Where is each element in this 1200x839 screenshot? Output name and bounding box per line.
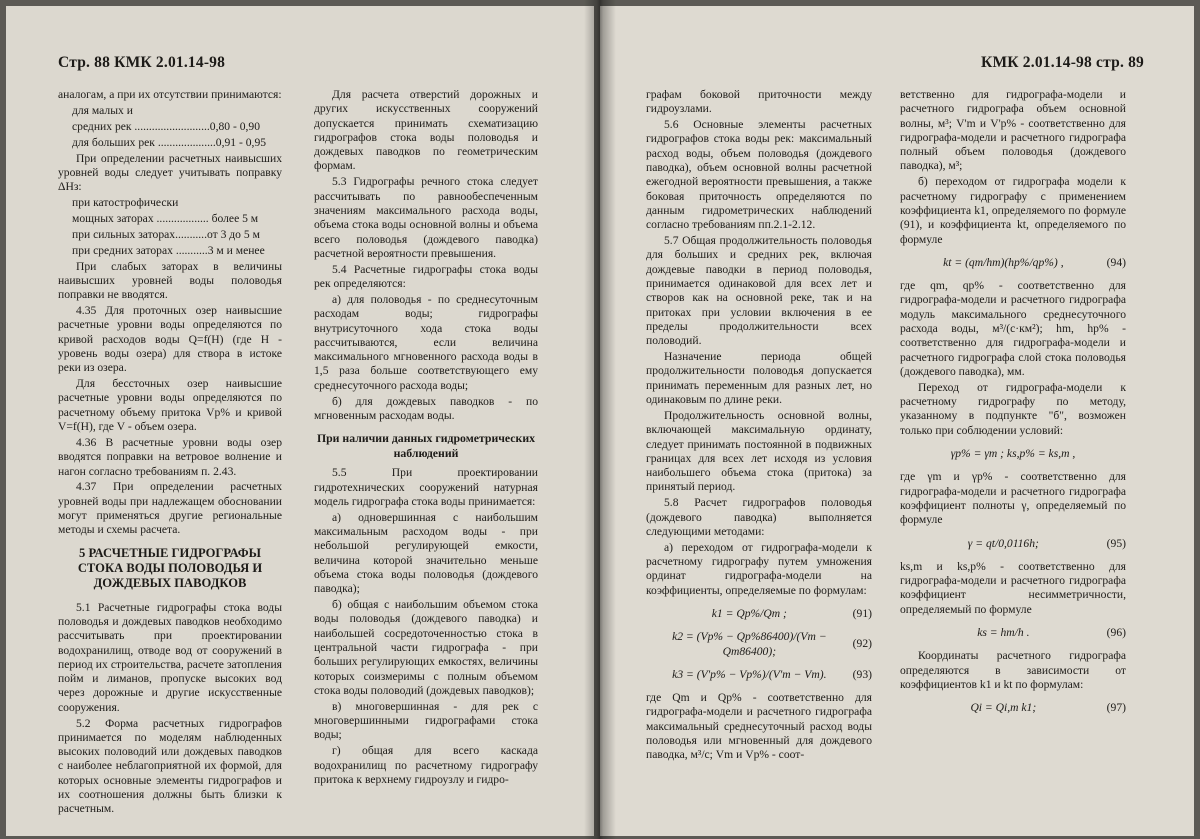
paragraph: аналогам, а при их отсутствии принимаются: [58,88,282,101]
condition-equation [900,447,1126,461]
paragraph: а) переходом от гидрографа-модели к расчетному гидрографу путем умножения ординат гидрографа-модели на коэффициенты, определяемые по формулам: [646,540,872,597]
equation-number: (97) [1106,701,1126,715]
left-column-2 [314,88,538,789]
paragraph: б) переходом от гидрографа модели к расчетному гидрографу с применением коэффициента k1, определяемого по формуле (91), и коэффициента kt, определяемого по формуле [900,175,1126,246]
paragraph: При слабых заторах в величины наивысших уровней воды половодья поправки не вводятся. [58,259,282,302]
paragraph: 4.37 При определении расчетных уровней воды при надлежащем обосновании могут применяться другие региональные методы и схемы расчета. [58,480,282,537]
right-column-1 [646,88,872,764]
paragraph: 5.5 При проектировании гидротехнических сооружений натурная модель гидрографа стока воды принимается: [314,466,538,508]
section-heading: 5 РАСЧЕТНЫЕ ГИДРОГРАФЫ СТОКА ВОДЫ ПОЛОВОДЬЯ И ДОЖДЕВЫХ ПАВОДКОВ [77,545,263,590]
right-page [600,6,1194,836]
equation-95 [900,537,1126,551]
paragraph: а) одновершинная с наибольшим максимальным расходом воды - при небольшой регулирующей емкости, величина которой значительно меньше объема стока воды половодья (дождевого паводка); [314,510,538,596]
paragraph: 5.6 Основные элементы расчетных гидрографов стока воды рек: максимальный расход воды, объем половодья (дождевого паводка), объем основной волны расчетной ежегодной вероятности превышения, а также боковая приточность определяются по данным гидрометрических наблюдений согласно требованиям пп.2.1-2.12. [646,118,872,232]
right-column-2 [900,88,1126,724]
equation-93 [646,668,872,682]
paragraph: При определении расчетных наивысших уровней воды следует учитывать поправку ΔHз: [58,151,282,194]
equation-formula: k3 = (V'p% − Vp%)/(V'm − Vm). [672,667,827,681]
paragraph: ветственно для гидрографа-модели и расчетного гидрографа объем основной волны, м³; V'm и V'p% - соответственно для гидрографа-модели и расчетного гидрографа полный объем половодья (дождевого паводка), м³; [900,88,1126,173]
paragraph: Продолжительность основной волны, включающей максимальную ординату, следует принимать постоянной в подвижных границах для всех лет исходя из условия наибольшего объема стока (притока) за принятый период. [646,408,872,494]
paragraph: Переход от гидрографа-модели к расчетному гидрографу по методу, указанному в подпункте "б", возможен только при соблюдении условий: [900,380,1126,437]
paragraph: где γm и γp% - соответственно для гидрографа-модели и расчетного гидрографа коэффициент полноты γ, определяемый по формуле [900,470,1126,527]
paragraph: 4.36 В расчетные уровни воды озер вводятся поправки на ветровое волнение и нагон согласно требованиям п. 2.43. [58,435,282,478]
equation-number: (91) [852,606,872,620]
list-line: для больших рек ....................0,91 - 0,95 [72,135,267,149]
paragraph: графам боковой приточности между гидроузлами. [646,88,872,116]
paragraph: 5.4 Расчетные гидрографы стока воды рек определяются: [314,262,538,291]
equation-91 [646,607,872,621]
right-page-header: КМК 2.01.14-98 стр. 89 [981,54,1144,71]
equation-formula: k1 = Qp%/Qm ; [711,606,787,620]
paragraph: 4.35 Для проточных озер наивысшие расчетные уровни воды определяются по кривой расходов воды Q=f(H) (где H - уровень воды озера) для створа в истоке реки из озера. [58,304,282,375]
left-column-1 [58,88,282,818]
paragraph: 5.8 Расчет гидрографов половодья (дождевого паводка) выполняется следующими методами: [646,496,872,538]
list-line: при средних заторах ...........3 м и менее [72,243,265,257]
book-spine-shadow [584,0,616,839]
left-page [6,6,594,836]
paragraph: г) общая для всего каскада водохранилищ по расчетному гидрографу притока к верхнему гидроузлу и гидро- [314,744,538,786]
paragraph: Координаты расчетного гидрографа определяются в зависимости от коэффициентов k1 и kt по формулам: [900,649,1126,691]
equation-number: (94) [1106,255,1126,269]
paragraph: Для бессточных озер наивысшие расчетные уровни воды определяются по расчетному объему притока Vp% и кривой V=f(H), где V - объем озера. [58,377,282,434]
paragraph: а) для половодья - по среднесуточным расходам воды; гидрографы внутрисуточного хода стока воды рассчитываются, если величина максимального мгновенного расхода воды в 1,5 раза больше соответствующего ему среднесуточного расхода воды; [314,292,538,392]
equation-formula: kt = (qm/hm)(hp%/qp%) , [943,255,1064,269]
paragraph: 5.3 Гидрографы речного стока следует рассчитывать по равнообеспеченным значениям максимального расхода воды, объема стока воды основной волны и объема всего половодья (дождевого паводка) расчетной вероятности превышения. [314,175,538,260]
equation-formula: ks = hm/h . [977,625,1030,639]
equation-97 [900,701,1126,715]
paragraph: б) общая с наибольшим объемом стока воды половодья (дождевого паводка) и наибольшей сосредоточенностью стока в центральной части гидрографа - при больших регулирующих емкостях, величины которых соизмеримы с полным объемом стока воды половодий (дождевых паводков); [314,598,538,697]
equation-number: (92) [852,637,872,651]
list-line: средних рек ..........................0,80 - 0,90 [72,119,261,133]
list-line: при сильных заторах...........от 3 до 5 м [72,227,260,241]
equation-number: (96) [1106,625,1126,639]
subsection-heading: При наличии данных гидрометрических наблюдений [316,431,536,460]
paragraph: в) многовершинная - для рек с многовершинными гидрографами стока воды; [314,699,538,742]
equation-formula: Qi = Qi,m k1; [970,701,1037,715]
equation-number: (93) [852,667,872,681]
equation-96 [900,626,1126,640]
paragraph: Для расчета отверстий дорожных и других искусственных сооружений допускается принимать схематизацию гидрографов стока воды половодья и дождевых паводков по геометрическим формам. [314,88,538,173]
equation-formula: k2 = (Vp% − Qp%86400)/(Vm − Qm86400); [672,630,827,658]
equation-94 [900,256,1126,270]
equation-number: (95) [1106,536,1126,550]
paragraph: где Qm и Qp% - соответственно для гидрографа-модели и расчетного гидрографа максимальный среднесуточный расход воды половодья или мгновенный для дождевого паводка, м³/с; Vm и Vp% - соот- [646,691,872,762]
paragraph: где qm, qp% - соответственно для гидрографа-модели и расчетного гидрографа модуль максимального среднесуточного расхода воды, м³/(с·км²); hm, hp% - соответственно для гидрографа-модели и расчетного гидрографа слой стока половодья (дождевого паводка), мм. [900,279,1126,378]
equation-formula: γp% = γm ; ks,p% = ks,m , [950,447,1076,461]
paragraph: 5.2 Форма расчетных гидрографов принимается по моделям наблюденных высоких половодий или дождевых паводков с наиболее неблагоприятной их формой, для которых основные элементы гидрографов и их соотношения должны быть близки к расчетным. [58,716,282,816]
list-line: при катострофически [72,196,179,210]
equation-formula: γ = qt/0,0116h; [967,536,1039,550]
equation-92 [646,630,872,659]
paragraph: б) для дождевых паводков - по мгновенным расходам воды. [314,394,538,422]
left-page-header: Стр. 88 КМК 2.01.14-98 [58,54,226,71]
paragraph: 5.1 Расчетные гидрографы стока воды половодья и дождевых паводков необходимо рассчитывать при проектировании водохранилищ, отводе вод от сооружений в период их строительства, расчете затопления пойм и лиманов, пропуске высоких вод через дорожные и другие искусственные сооружения. [58,600,282,714]
list-line: для малых и [72,103,133,117]
paragraph: 5.7 Общая продолжительность половодья для больших и средних рек, включая дождевые паводки в период половодья, принимается одинаковой для всех лет и створов как на основной реке, так и на притоках при условии включения в ее пределы продолжительности всех половодий. [646,234,872,348]
paragraph: ks,m и ks,p% - соответственно для гидрографа-модели и расчетного гидрографа коэффициент несимметричности, определяемый по формуле [900,559,1126,616]
list-line: мощных заторах .................. более 5 м [72,211,259,225]
paragraph: Назначение периода общей продолжительности половодья допускается принимать переменным для разных лет, но одинаковым по длине реки. [646,350,872,407]
